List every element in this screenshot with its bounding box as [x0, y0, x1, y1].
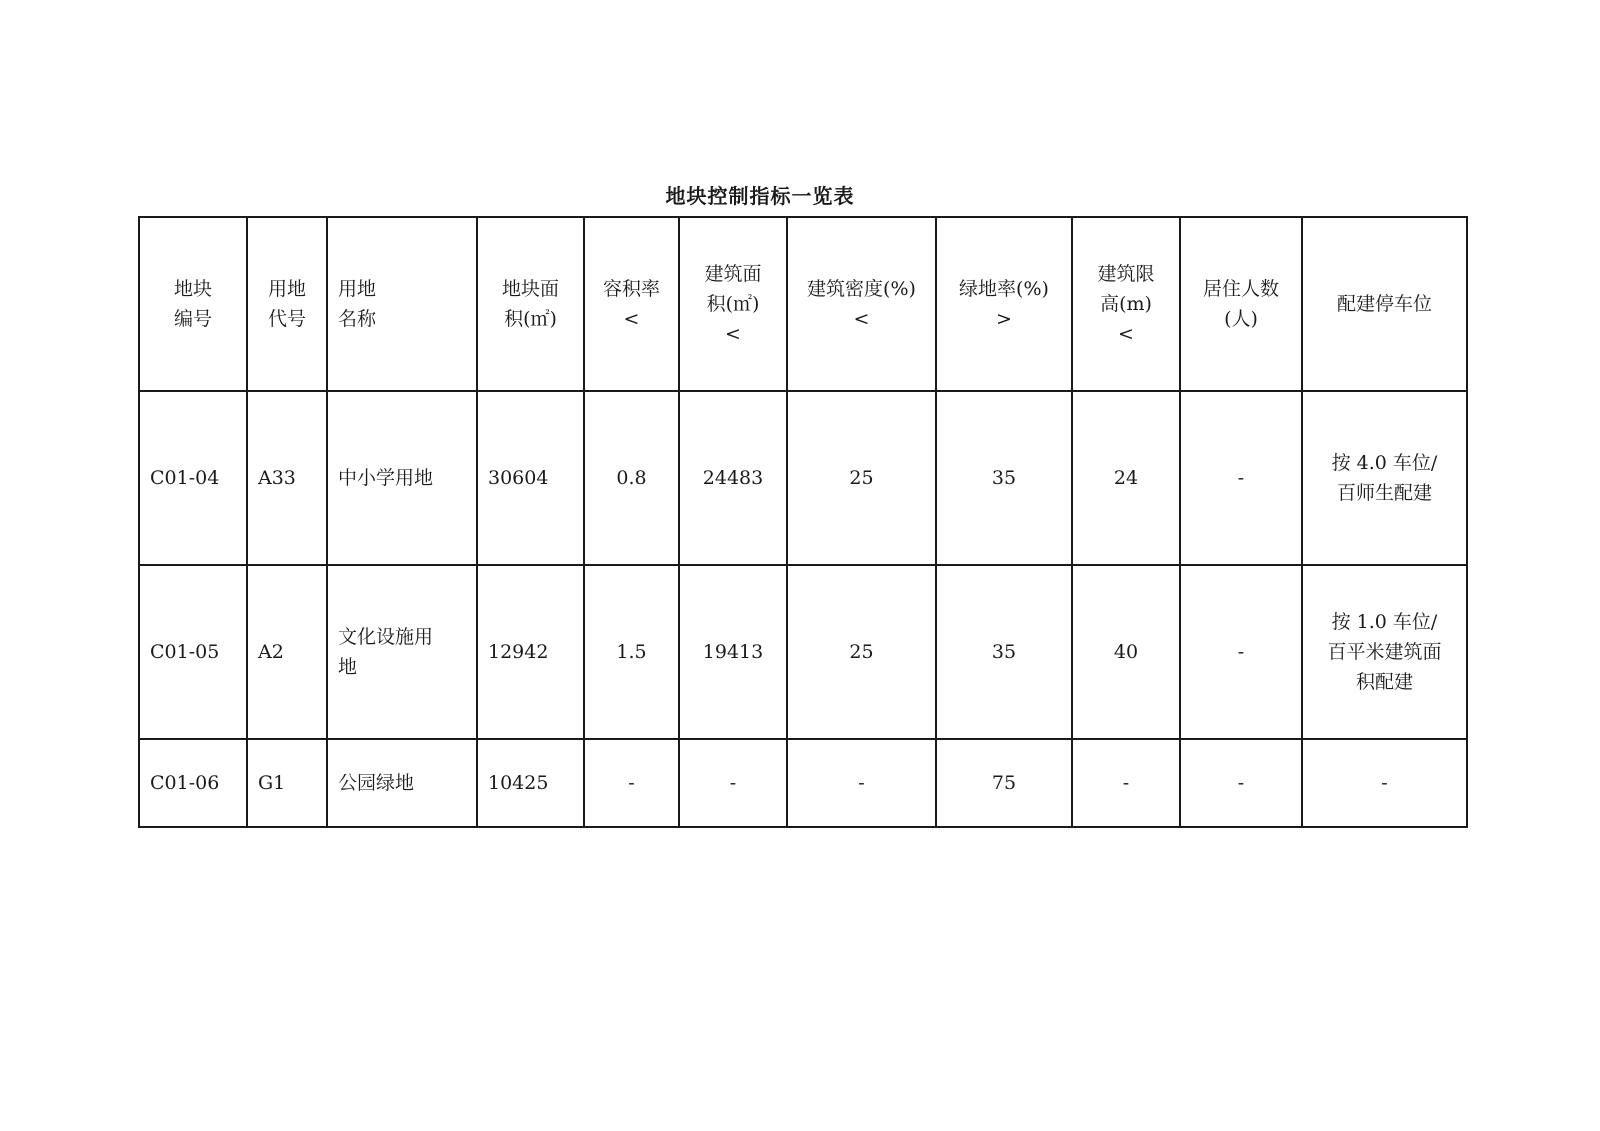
header-row: [139, 217, 1467, 391]
cell-land-code: A2: [247, 565, 327, 739]
cell-far: -: [584, 739, 679, 827]
cell-density: -: [787, 739, 936, 827]
cell-plot-area: 12942: [477, 565, 584, 739]
cell-density: 25: [787, 565, 936, 739]
cell-parking: 按 1.0 车位/ 百平米建筑面 积配建: [1302, 565, 1467, 739]
page-title: 地块控制指标一览表: [665, 184, 855, 208]
cell-density: 25: [787, 391, 936, 565]
cell-land-name: 公园绿地: [327, 739, 477, 827]
header-plot-no: 地块 编号: [139, 217, 247, 391]
cell-land-code: A33: [247, 391, 327, 565]
cell-green-ratio: 35: [936, 565, 1072, 739]
header-floor-area: 建筑面 积(㎡) <: [679, 217, 787, 391]
cell-green-ratio: 35: [936, 391, 1072, 565]
header-plot-area: 地块面 积(㎡): [477, 217, 584, 391]
cell-height-limit: -: [1072, 739, 1180, 827]
cell-plot-no: C01-05: [139, 565, 247, 739]
table-row: [139, 391, 1467, 565]
header-far: 容积率 <: [584, 217, 679, 391]
table-row: [139, 565, 1467, 739]
cell-far: 1.5: [584, 565, 679, 739]
control-indicators-table: [138, 216, 1468, 828]
cell-floor-area: 24483: [679, 391, 787, 565]
header-parking: 配建停车位: [1302, 217, 1467, 391]
cell-floor-area: 19413: [679, 565, 787, 739]
cell-population: -: [1180, 565, 1302, 739]
header-land-code: 用地 代号: [247, 217, 327, 391]
cell-population: -: [1180, 391, 1302, 565]
cell-far: 0.8: [584, 391, 679, 565]
cell-population: -: [1180, 739, 1302, 827]
cell-land-code: G1: [247, 739, 327, 827]
cell-plot-no: C01-04: [139, 391, 247, 565]
cell-height-limit: 24: [1072, 391, 1180, 565]
cell-plot-area: 10425: [477, 739, 584, 827]
cell-land-name: 中小学用地: [327, 391, 477, 565]
header-land-name: 用地 名称: [327, 217, 477, 391]
header-height-limit: 建筑限 高(m) <: [1072, 217, 1180, 391]
cell-green-ratio: 75: [936, 739, 1072, 827]
cell-land-name: 文化设施用 地: [327, 565, 477, 739]
cell-parking: 按 4.0 车位/ 百师生配建: [1302, 391, 1467, 565]
cell-plot-area: 30604: [477, 391, 584, 565]
cell-plot-no: C01-06: [139, 739, 247, 827]
cell-height-limit: 40: [1072, 565, 1180, 739]
cell-parking: -: [1302, 739, 1467, 827]
cell-floor-area: -: [679, 739, 787, 827]
header-population: 居住人数 (人): [1180, 217, 1302, 391]
table-row: [139, 739, 1467, 827]
header-green-ratio: 绿地率(%) >: [936, 217, 1072, 391]
header-density: 建筑密度(%) <: [787, 217, 936, 391]
